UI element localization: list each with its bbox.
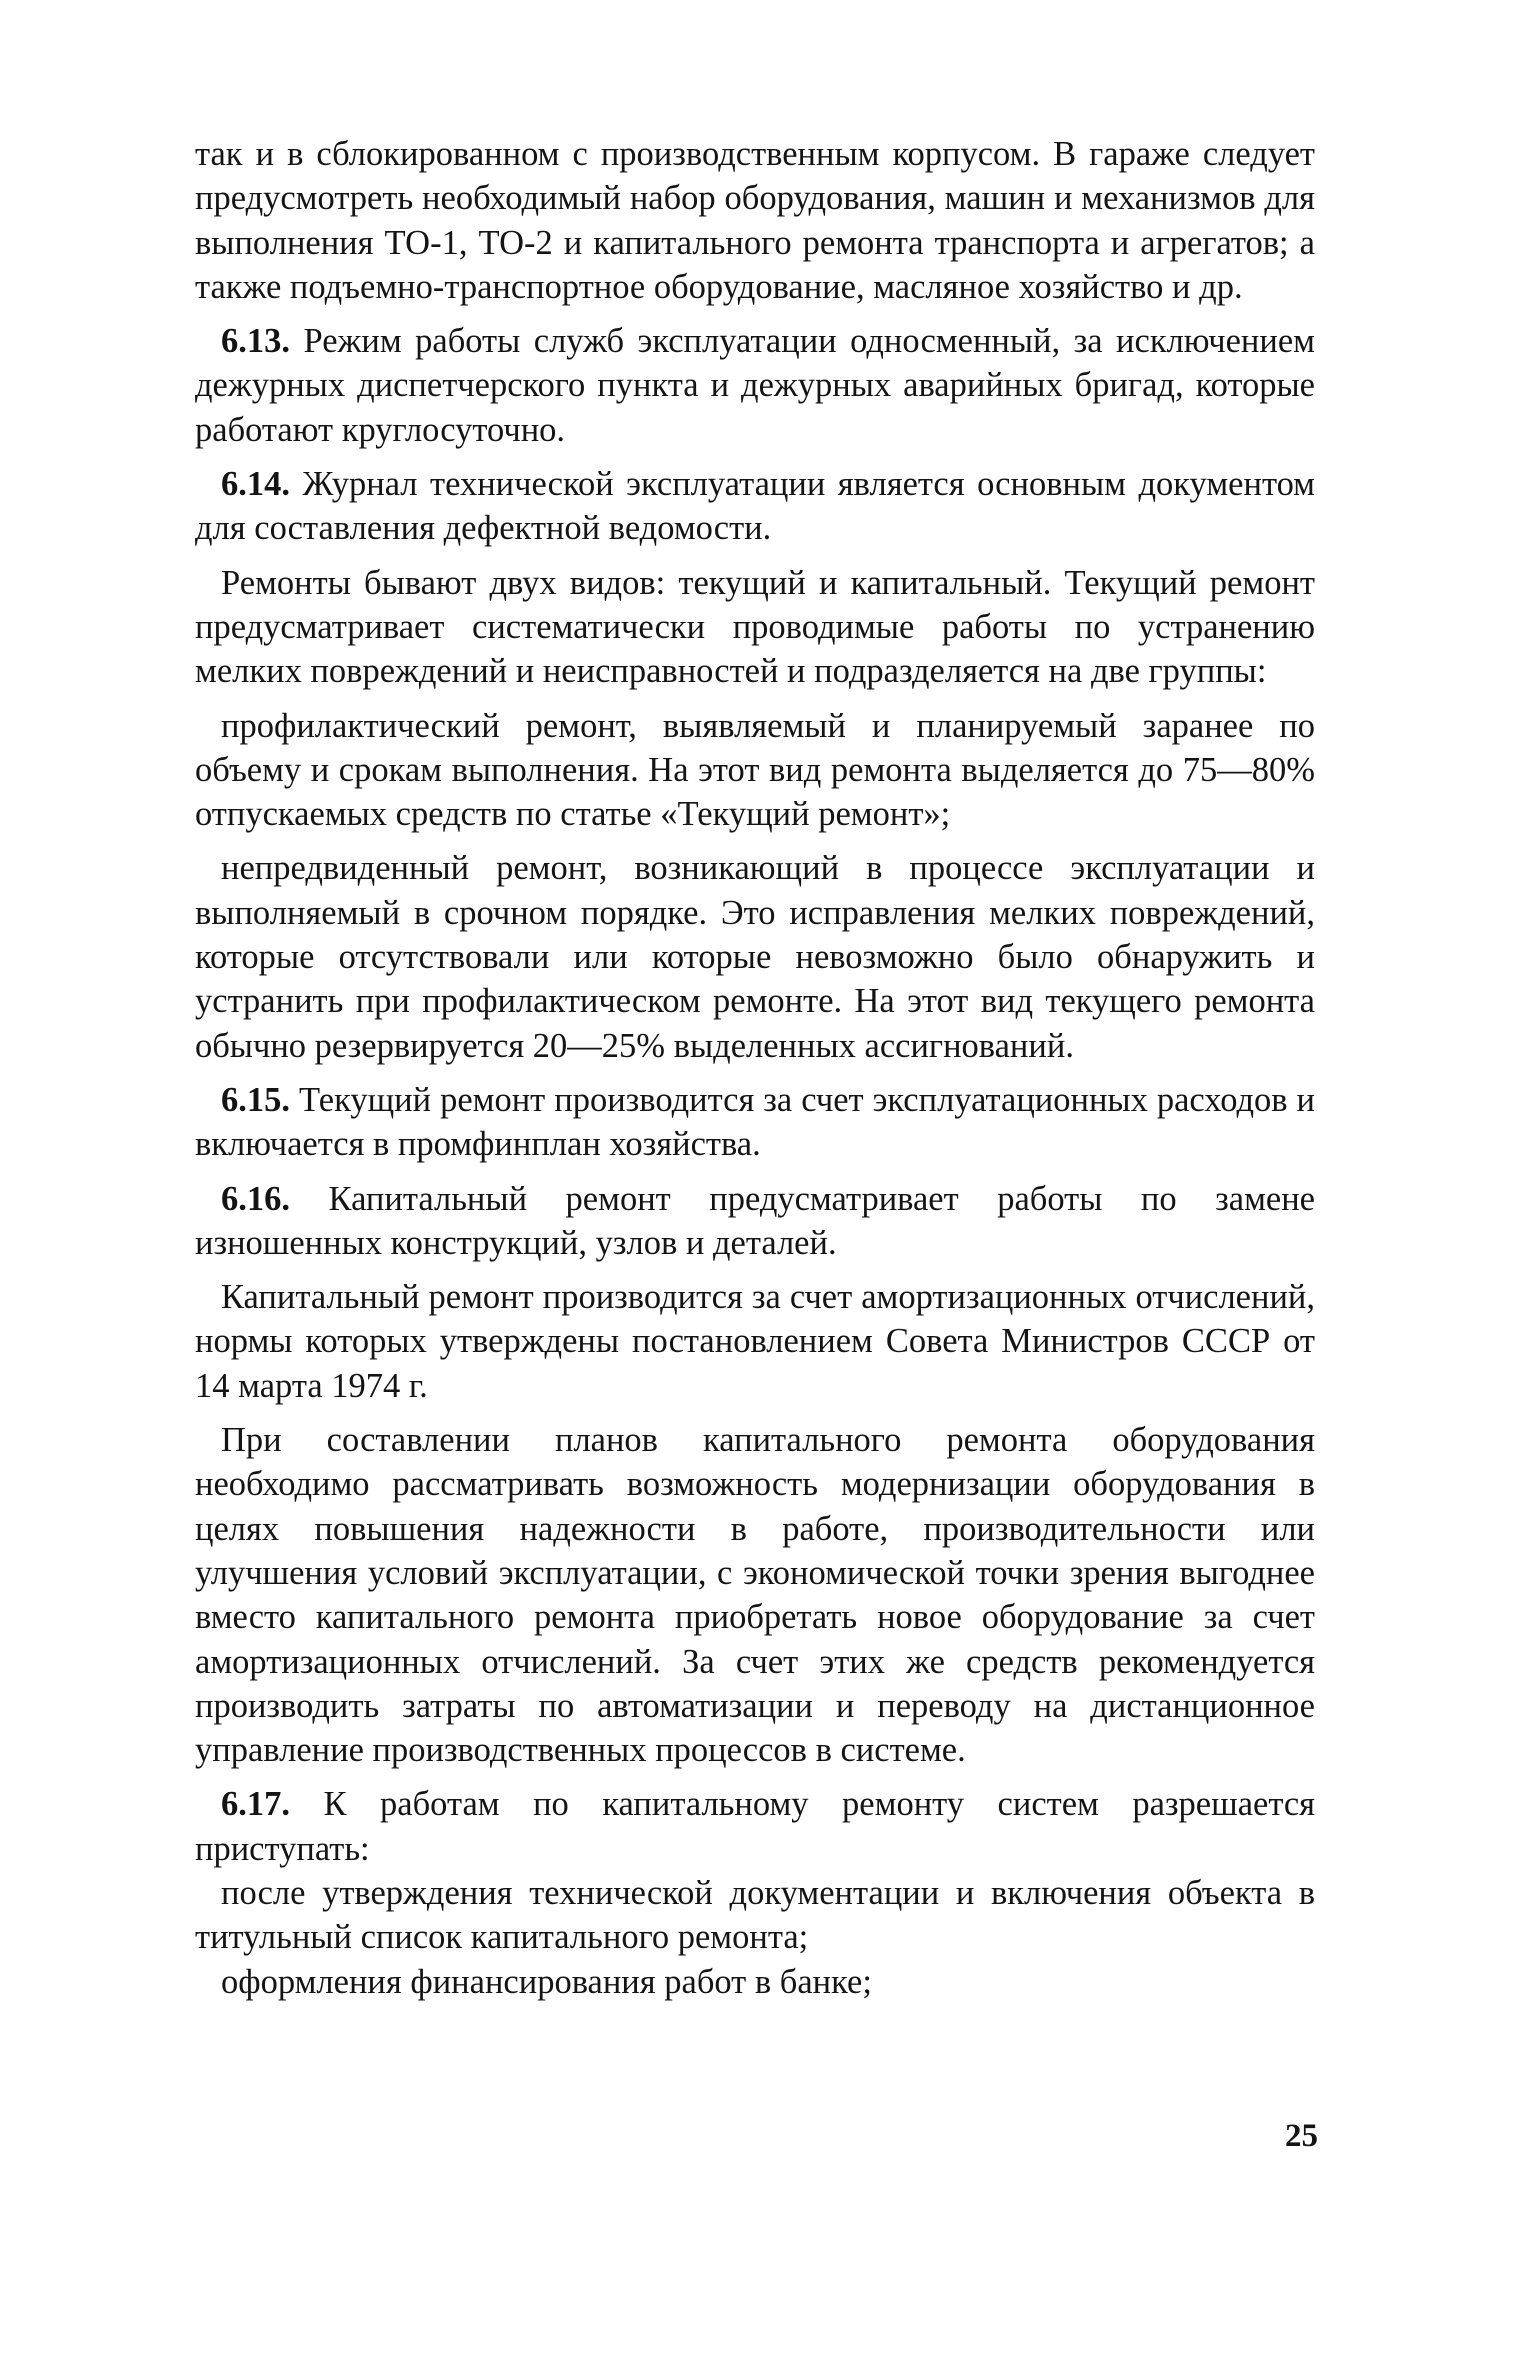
paragraph-section-6-14 [195, 462, 1315, 551]
paragraph-text: Капитальный ремонт предусматривает работы по замене изношенных конструкций, узлов и деталей. [195, 1179, 1315, 1262]
section-number: 6.16. [221, 1179, 290, 1218]
paragraph [195, 132, 1315, 309]
page-body [195, 132, 1315, 2004]
page-number: 25 [1285, 2118, 1318, 2154]
paragraph-text: оформления финансирования работ в банке; [221, 1962, 872, 2001]
section-number: 6.15. [221, 1080, 290, 1119]
section-number: 6.13. [221, 322, 290, 361]
paragraph-text: Капитальный ремонт производится за счет амортизационных отчислений, нормы которых утверждены постановлением Совета Министров СССР от 14 марта 1974 г. [195, 1278, 1315, 1405]
paragraph-text: так и в сблокированном с производственным корпусом. В гараже следует предусмотреть необходимый набор оборудования, машин и механизмов для выполнения ТО-1, ТО-2 и капитального ремонта транспорта и агрегатов; а также подъемно-транспортное оборудование, масляное хозяйство и др. [195, 135, 1315, 306]
paragraph-section-6-15 [195, 1078, 1315, 1167]
paragraph-text: Журнал технической эксплуатации является основным документом для составления дефектной ведомости. [195, 465, 1315, 548]
list-item [195, 1871, 1315, 1960]
list-item [195, 1960, 1315, 2004]
section-number: 6.14. [221, 465, 290, 504]
list-item [195, 704, 1315, 837]
paragraph-text: Текущий ремонт производится за счет эксплуатационных расходов и включается в промфинплан хозяйства. [195, 1080, 1315, 1164]
paragraph-text: Ремонты бывают двух видов: текущий и капитальный. Текущий ремонт предусматривает систематически проводимые работы по устранению мелких повреждений и неисправностей и подразделяется на две группы: [195, 563, 1315, 691]
paragraph-text: При составлении планов капитального ремонта оборудования необходимо рассматривать возможность модернизации оборудования в целях повышения надежности в работе, производительности или улучшения условий эксплуатации, с экономической точки зрения выгоднее вместо капитального ремонта приобретать новое оборудование за счет амортизационных отчислений. За счет этих же средств рекомендуется производить затраты по автоматизации и переводу на дистанционное управление производственных процессов в системе. [195, 1421, 1315, 1770]
paragraph-text: К работам по капитальному ремонту систем разрешается приступать: [195, 1785, 1315, 1868]
paragraph-text: профилактический ремонт, выявляемый и планируемый заранее по объему и срокам выполнения. На этот вид ремонта выделяется до 75—80% отпускаемых средств по статье «Текущий ремонт»; [195, 706, 1315, 834]
paragraph-section-6-13 [195, 319, 1315, 452]
paragraph-text: после утверждения технической документации и включения объекта в титульный список капитального ремонта; [195, 1873, 1315, 1957]
paragraph-text: Режим работы служб эксплуатации односменный, за исключением дежурных диспетчерского пункта и дежурных аварийных бригад, которые работают круглосуточно. [195, 322, 1315, 449]
paragraph-text: непредвиденный ремонт, возникающий в процессе эксплуатации и выполняемый в срочном порядке. Это исправления мелких повреждений, которые отсутствовали или которые невозможно было обнаружить и устранить при профилактическом ремонте. На этот вид текущего ремонта обычно резервируется 20—25% выделенных ассигнований. [195, 849, 1315, 1065]
paragraph [195, 1275, 1315, 1408]
paragraph [195, 561, 1315, 694]
paragraph-section-6-17 [195, 1782, 1315, 1871]
section-number: 6.17. [221, 1785, 290, 1824]
list-item [195, 846, 1315, 1067]
paragraph-section-6-16 [195, 1177, 1315, 1266]
paragraph [195, 1418, 1315, 1772]
